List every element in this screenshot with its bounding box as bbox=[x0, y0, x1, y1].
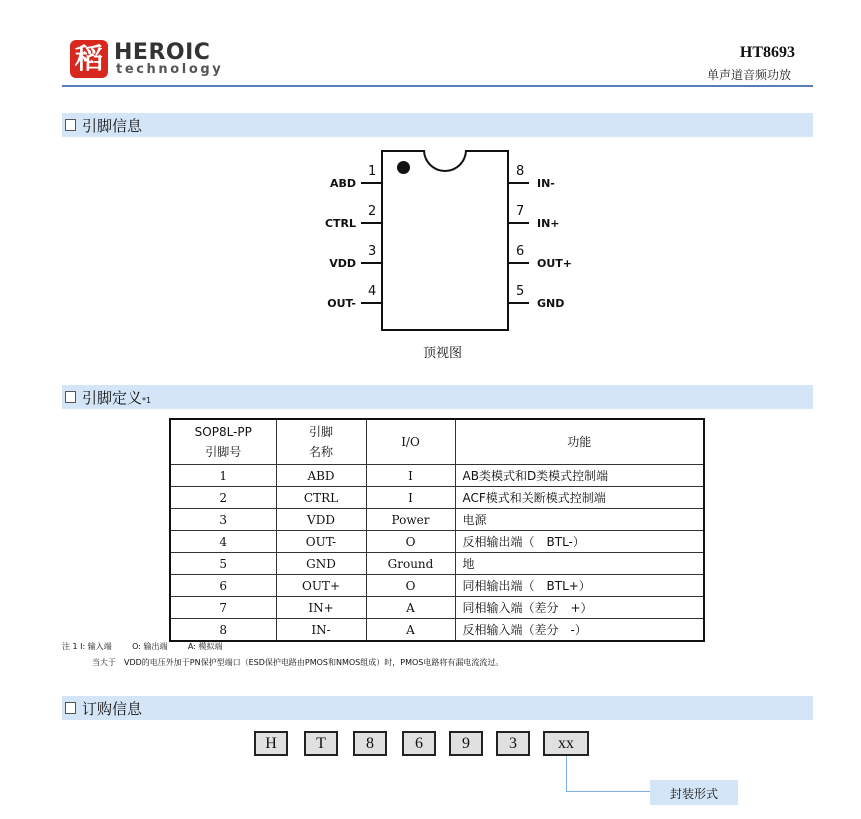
company-logo: 稻 bbox=[70, 40, 108, 78]
pin-lead bbox=[361, 302, 381, 304]
table-row bbox=[170, 619, 704, 642]
pin-label: ABD bbox=[329, 177, 356, 190]
cell-pin-name: ABD bbox=[276, 465, 366, 487]
cell-pin-name: CTRL bbox=[276, 487, 366, 509]
table-row bbox=[170, 465, 704, 487]
cell-pin-name: OUT- bbox=[276, 531, 366, 553]
pin-lead bbox=[509, 262, 529, 264]
pin-label: OUT- bbox=[327, 297, 356, 310]
pin-lead bbox=[361, 262, 381, 264]
header-divider bbox=[62, 85, 813, 87]
diagram-caption: 顶视图 bbox=[423, 346, 463, 361]
pin-lead bbox=[509, 182, 529, 184]
table-header-row bbox=[170, 419, 704, 465]
cell-pin-name: GND bbox=[276, 553, 366, 575]
section-pin-info bbox=[62, 113, 813, 137]
pin-number: 6 bbox=[516, 244, 525, 259]
section-title: 订购信息 bbox=[82, 700, 143, 718]
cell-function: 电源 bbox=[455, 509, 704, 531]
header-text: 引脚号 bbox=[205, 445, 242, 459]
order-code-package: xx bbox=[543, 731, 589, 756]
section-title: 引脚信息 bbox=[82, 117, 143, 135]
cell-pin-num: 6 bbox=[170, 575, 276, 597]
table-row bbox=[170, 531, 704, 553]
cell-pin-name: OUT+ bbox=[276, 575, 366, 597]
cell-io: Ground bbox=[366, 553, 455, 575]
cell-io: I bbox=[366, 465, 455, 487]
pin1-marker bbox=[397, 161, 410, 174]
header-io: I/O bbox=[366, 419, 455, 465]
pin-number: 1 bbox=[368, 164, 377, 179]
header-pin-number bbox=[170, 419, 276, 465]
connector-line bbox=[566, 756, 567, 792]
cell-function: 同相输入端（差分 +） bbox=[455, 597, 704, 619]
pin-lead bbox=[509, 302, 529, 304]
brand-name: HEROIC bbox=[114, 40, 211, 65]
pin-definition-table bbox=[169, 418, 705, 642]
header-pin-name bbox=[276, 419, 366, 465]
header-text: 名称 bbox=[308, 445, 333, 459]
cell-io: A bbox=[366, 619, 455, 642]
cell-pin-name: VDD bbox=[276, 509, 366, 531]
pin-lead bbox=[509, 222, 529, 224]
cell-function: 反相输入端（差分 -） bbox=[455, 619, 704, 642]
cell-function: 同相输出端（ BTL+） bbox=[455, 575, 704, 597]
pin-label: IN- bbox=[537, 177, 555, 190]
cell-function: ACF模式和关断模式控制端 bbox=[455, 487, 704, 509]
pin-number: 7 bbox=[516, 204, 525, 219]
section-title-text: 引脚定义 bbox=[82, 389, 143, 407]
pin-label: IN+ bbox=[537, 217, 560, 230]
table-row bbox=[170, 597, 704, 619]
order-code-char: 8 bbox=[353, 731, 387, 756]
checkbox-icon bbox=[65, 119, 76, 131]
pin-number: 2 bbox=[368, 204, 377, 219]
pin-label: GND bbox=[537, 297, 565, 310]
cell-pin-num: 7 bbox=[170, 597, 276, 619]
connector-line bbox=[566, 791, 650, 792]
footnote-warning: 当大于 VDD的电压外加于PN保护型端口（ESD保护电路由PMOS和NMOS组成）时，PMOS电路将有漏电流流过。 bbox=[92, 658, 504, 667]
pin-number: 3 bbox=[368, 244, 377, 259]
order-code-char: H bbox=[254, 731, 288, 756]
checkbox-icon bbox=[65, 391, 76, 403]
table-row bbox=[170, 487, 704, 509]
cell-function: AB类模式和D类模式控制端 bbox=[455, 465, 704, 487]
pin-lead bbox=[361, 182, 381, 184]
cell-pin-num: 2 bbox=[170, 487, 276, 509]
package-type-label: 封装形式 bbox=[650, 780, 738, 805]
cell-pin-num: 5 bbox=[170, 553, 276, 575]
section-title bbox=[82, 387, 151, 408]
section-pin-def bbox=[62, 385, 813, 409]
pin-number: 5 bbox=[516, 284, 525, 299]
cell-pin-name: IN- bbox=[276, 619, 366, 642]
cell-function: 地 bbox=[455, 553, 704, 575]
cell-pin-name: IN+ bbox=[276, 597, 366, 619]
cell-pin-num: 4 bbox=[170, 531, 276, 553]
cell-function: 反相输出端（ BTL-） bbox=[455, 531, 704, 553]
table-row bbox=[170, 575, 704, 597]
part-number: HT8693 bbox=[739, 44, 795, 61]
table-row bbox=[170, 553, 704, 575]
pin-number: 8 bbox=[516, 164, 525, 179]
order-code-char: 3 bbox=[496, 731, 530, 756]
pin-label: VDD bbox=[329, 257, 356, 270]
cell-io: O bbox=[366, 531, 455, 553]
cell-pin-num: 1 bbox=[170, 465, 276, 487]
part-description: 单声道音频功放 bbox=[706, 68, 791, 82]
cell-io: A bbox=[366, 597, 455, 619]
pin-label: OUT+ bbox=[537, 257, 573, 270]
checkbox-icon bbox=[65, 702, 76, 714]
pin-lead bbox=[361, 222, 381, 224]
footnote-marker: *1 bbox=[142, 396, 152, 405]
chip-body bbox=[381, 150, 509, 331]
cell-pin-num: 8 bbox=[170, 619, 276, 642]
cell-pin-num: 3 bbox=[170, 509, 276, 531]
order-code-char: 9 bbox=[449, 731, 483, 756]
header-text: SOP8L-PP bbox=[194, 425, 252, 439]
order-code-char: T bbox=[304, 731, 338, 756]
brand-tagline: technology bbox=[116, 62, 224, 77]
header-function: 功能 bbox=[455, 419, 704, 465]
pin-label: CTRL bbox=[324, 217, 356, 230]
cell-io: Power bbox=[366, 509, 455, 531]
order-code-char: 6 bbox=[402, 731, 436, 756]
cell-io: I bbox=[366, 487, 455, 509]
table-row bbox=[170, 509, 704, 531]
header-text: 引脚 bbox=[308, 425, 333, 439]
cell-io: O bbox=[366, 575, 455, 597]
footnote-legend: 注 1 I: 输入端 O: 输出端 A: 模拟端 bbox=[62, 642, 223, 651]
pin-number: 4 bbox=[368, 284, 377, 299]
section-order-info bbox=[62, 696, 813, 720]
